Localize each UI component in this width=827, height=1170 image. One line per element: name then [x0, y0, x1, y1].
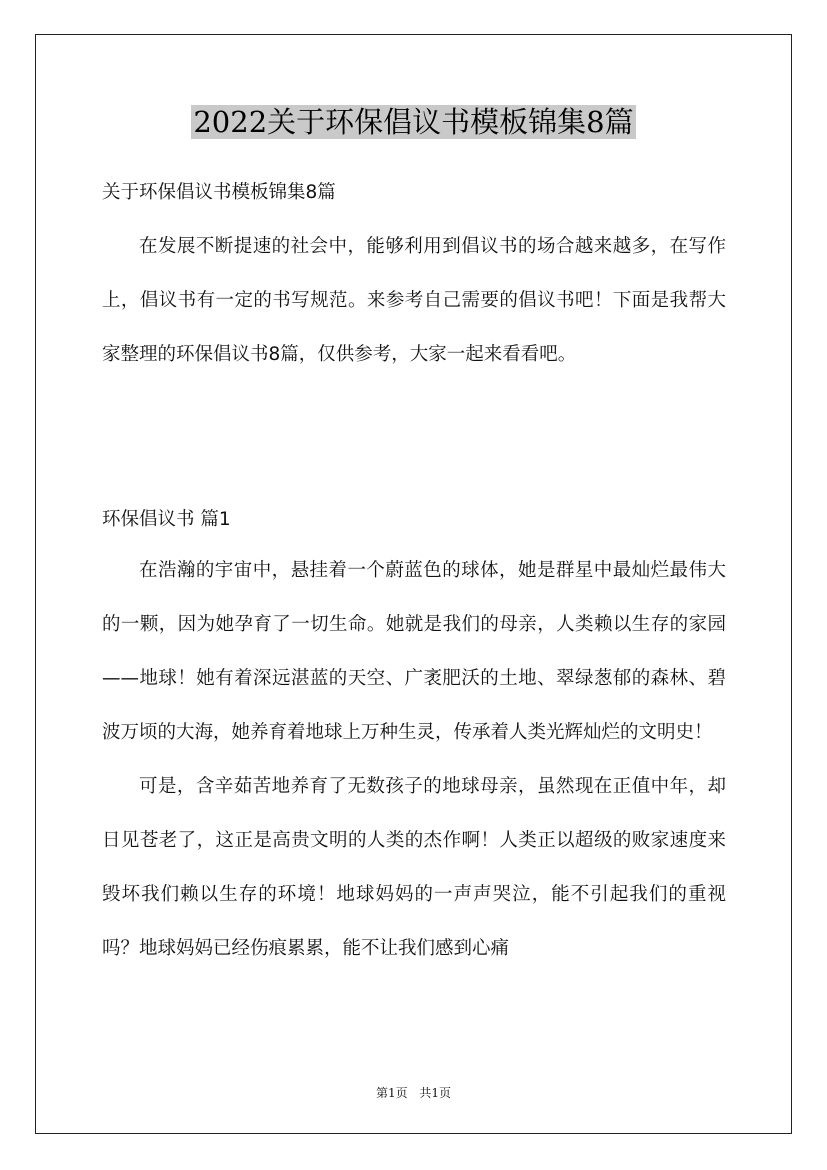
body-paragraph-1: 在浩瀚的宇宙中，悬挂着一个蔚蓝色的球体，她是群星中最灿烂最伟大的一颗，因为她孕育了一切生命。她就是我们的母亲，人类赖以生存的家园——地球！她有着深远湛蓝的天空、广袤肥沃的土地、翠绿葱郁的森林、碧波万顷的大海，她养育着地球上万种生灵，传承着人类光辉灿烂的文明史！ — [102, 560, 726, 743]
intro-paragraph: 在发展不断提速的社会中，能够利用到倡议书的场合越来越多，在写作上，倡议书有一定的书写规范。来参考自己需要的倡议书吧！下面是我帮大家整理的环保倡议书8篇，仅供参考，大家一起来看看吧。 — [102, 236, 726, 365]
document-subtitle: 关于环保倡议书模板锦集8篇 — [102, 182, 336, 203]
body-paragraph-2: 可是，含辛茹苦地养育了无数孩子的地球母亲，虽然现在正值中年，却日见苍老了，这正是高贵文明的人类的杰作啊！人类正以超级的败家速度来毁坏我们赖以生存的环境！地球妈妈的一声声哭泣，能不引起我们的重视吗？地球妈妈已经伤痕累累，能不让我们感到心痛 — [102, 776, 726, 959]
page-total: 共1页 — [419, 1086, 452, 1100]
page-number: 第1页 — [375, 1086, 408, 1100]
document-title: 2022关于环保倡议书模板锦集8篇 — [193, 105, 634, 139]
section-heading: 环保倡议书 篇1 — [102, 509, 231, 530]
body-block — [102, 544, 726, 976]
page-footer — [0, 1084, 827, 1101]
intro-paragraph-block — [102, 220, 726, 382]
